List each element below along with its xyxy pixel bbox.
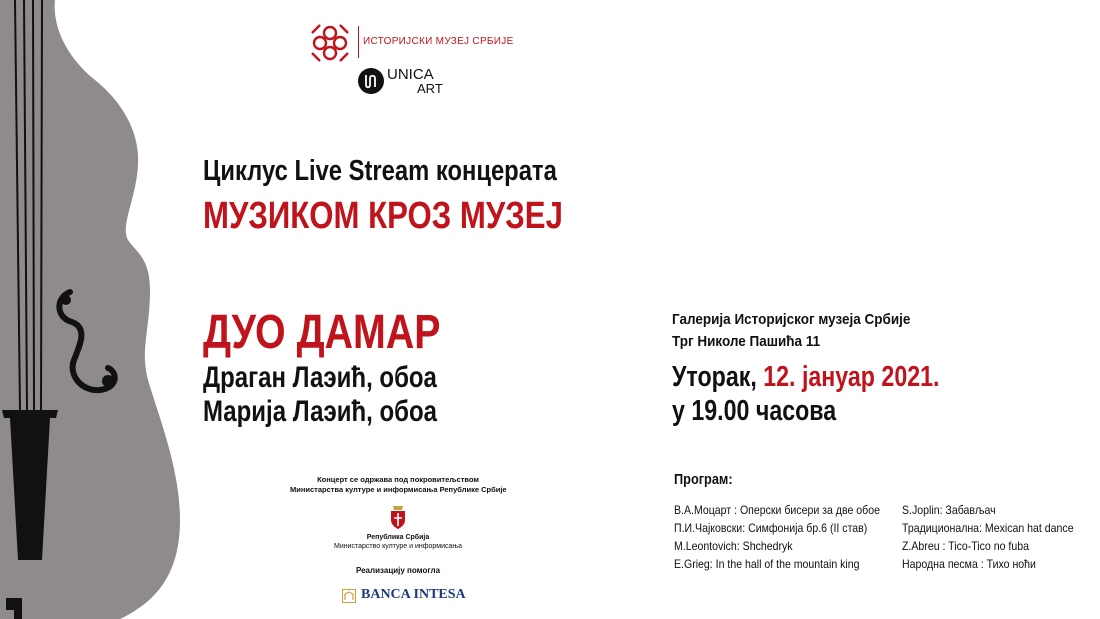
event-time: у 19.00 часова [672,395,837,427]
performer-name: Марија Лаэић, обоа [203,395,438,428]
program-item: S.Joplin: Забављач [902,503,996,517]
event-date-value: 12. јануар 2021. [763,361,940,393]
program-heading: Програм: [674,471,733,488]
unica-art-sub: ART [417,81,443,96]
unica-art-logo-icon [358,68,384,94]
museum-logo-divider [358,26,359,58]
f-hole-top-dot [61,295,71,305]
museum-logo-icon [306,19,354,67]
program-item: В.А.Моцарт : Оперски бисери за две обое [674,503,880,517]
support-label: Реализацију помогла [355,566,441,575]
cycle-title: Циклус Live Stream концерата [203,155,557,187]
patronage-line: Министарства културе и информисања Републике Србије [290,485,507,494]
program-item: П.И.Чајковски: Симфонија бр.6 (II став) [674,521,868,535]
ministry-line: Република Србија [366,534,430,541]
venue-name: Галерија Историјског музеја Србије [672,311,911,328]
program-item: E.Grieg: In the hall of the mountain king [674,557,860,571]
banca-intesa-name: BANCA INTESA [361,587,466,602]
f-hole-bottom-dot [102,375,114,387]
venue-address: Трг Николе Пашића 11 [672,333,821,350]
cello-string [33,0,34,410]
ministry-line: Министарство културе и информисања [334,543,462,550]
patronage-line: Концерт се одржава под покровитељством [317,475,479,484]
cello-string [41,0,42,410]
program-item: Народна песма : Тихо ноћи [902,557,1036,571]
program-item: Традиционална: Mexican hat dance [902,521,1074,535]
serbia-coat-of-arms-icon [389,504,407,530]
performer-name: Драган Лаэић, обоа [203,361,437,394]
museum-name: ИСТОРИЈСКИ МУЗЕЈ СРБИЈЕ [363,36,514,47]
unica-art-main: UNICA [387,66,434,83]
program-item: M.Leontovich: Shchedryk [674,539,793,553]
cello-bridge [2,410,58,418]
banca-intesa-logo-icon [342,589,356,603]
event-day: Уторак, [672,361,757,393]
duo-name: ДУО ДАМАР [203,306,441,359]
unica-art-wordmark [387,68,443,96]
program-item: Z.Abreu : Tico-Tico no fuba [902,539,1029,553]
event-date [672,361,939,394]
cello-illustration [0,0,210,619]
main-title: МУЗИКОМ КРОЗ МУЗЕЈ [203,195,563,237]
